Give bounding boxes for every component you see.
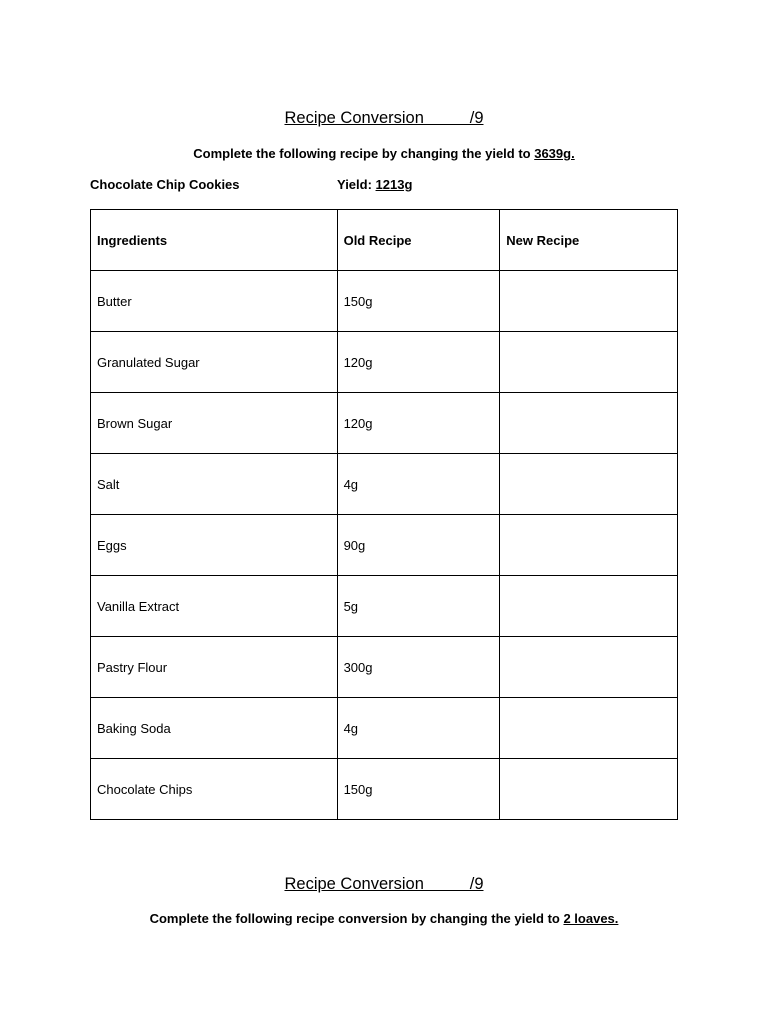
ingredient-cell: Vanilla Extract	[91, 576, 338, 637]
table-row	[91, 332, 678, 393]
old-recipe-cell: 300g	[337, 637, 500, 698]
table-row	[91, 576, 678, 637]
old-recipe-cell: 150g	[337, 271, 500, 332]
table-row	[91, 454, 678, 515]
target-yield: 3639g.	[534, 146, 575, 161]
recipe-yield	[337, 177, 412, 192]
new-recipe-cell[interactable]	[500, 576, 678, 637]
old-recipe-cell: 120g	[337, 393, 500, 454]
recipe-name: Chocolate Chip Cookies	[90, 177, 240, 192]
old-recipe-cell: 4g	[337, 454, 500, 515]
table-row	[91, 759, 678, 820]
yield-value: 1213g	[375, 177, 413, 192]
table-row	[91, 515, 678, 576]
ingredient-cell: Baking Soda	[91, 698, 338, 759]
target-yield: 2 loaves.	[563, 911, 619, 926]
ingredient-cell: Eggs	[91, 515, 338, 576]
ingredient-cell: Brown Sugar	[91, 393, 338, 454]
new-recipe-cell[interactable]	[500, 515, 678, 576]
table-row	[91, 271, 678, 332]
ingredient-cell: Salt	[91, 454, 338, 515]
new-recipe-cell[interactable]	[500, 759, 678, 820]
section2-instruction	[0, 911, 768, 926]
recipe-table	[90, 209, 678, 820]
table-row	[91, 698, 678, 759]
header-ingredients: Ingredients	[91, 210, 338, 271]
ingredient-cell: Chocolate Chips	[91, 759, 338, 820]
new-recipe-cell[interactable]	[500, 454, 678, 515]
old-recipe-cell: 150g	[337, 759, 500, 820]
old-recipe-cell: 4g	[337, 698, 500, 759]
yield-label: Yield:	[337, 177, 376, 192]
new-recipe-cell[interactable]	[500, 637, 678, 698]
table-header-row	[91, 210, 678, 271]
ingredient-cell: Granulated Sugar	[91, 332, 338, 393]
section2-title: Recipe Conversion /9	[284, 875, 484, 893]
ingredient-cell: Pastry Flour	[91, 637, 338, 698]
instruction-text: Complete the following recipe by changing the yield to	[193, 146, 535, 161]
section1-title: Recipe Conversion /9	[284, 109, 484, 127]
table-row	[91, 637, 678, 698]
new-recipe-cell[interactable]	[500, 698, 678, 759]
table-row	[91, 393, 678, 454]
new-recipe-cell[interactable]	[500, 332, 678, 393]
instruction-text: Complete the following recipe conversion by changing the yield to	[149, 911, 564, 926]
old-recipe-cell: 90g	[337, 515, 500, 576]
new-recipe-cell[interactable]	[500, 271, 678, 332]
new-recipe-cell[interactable]	[500, 393, 678, 454]
old-recipe-cell: 120g	[337, 332, 500, 393]
header-new-recipe: New Recipe	[500, 210, 678, 271]
old-recipe-cell: 5g	[337, 576, 500, 637]
header-old-recipe: Old Recipe	[337, 210, 500, 271]
section1-instruction	[0, 146, 768, 161]
ingredient-cell: Butter	[91, 271, 338, 332]
